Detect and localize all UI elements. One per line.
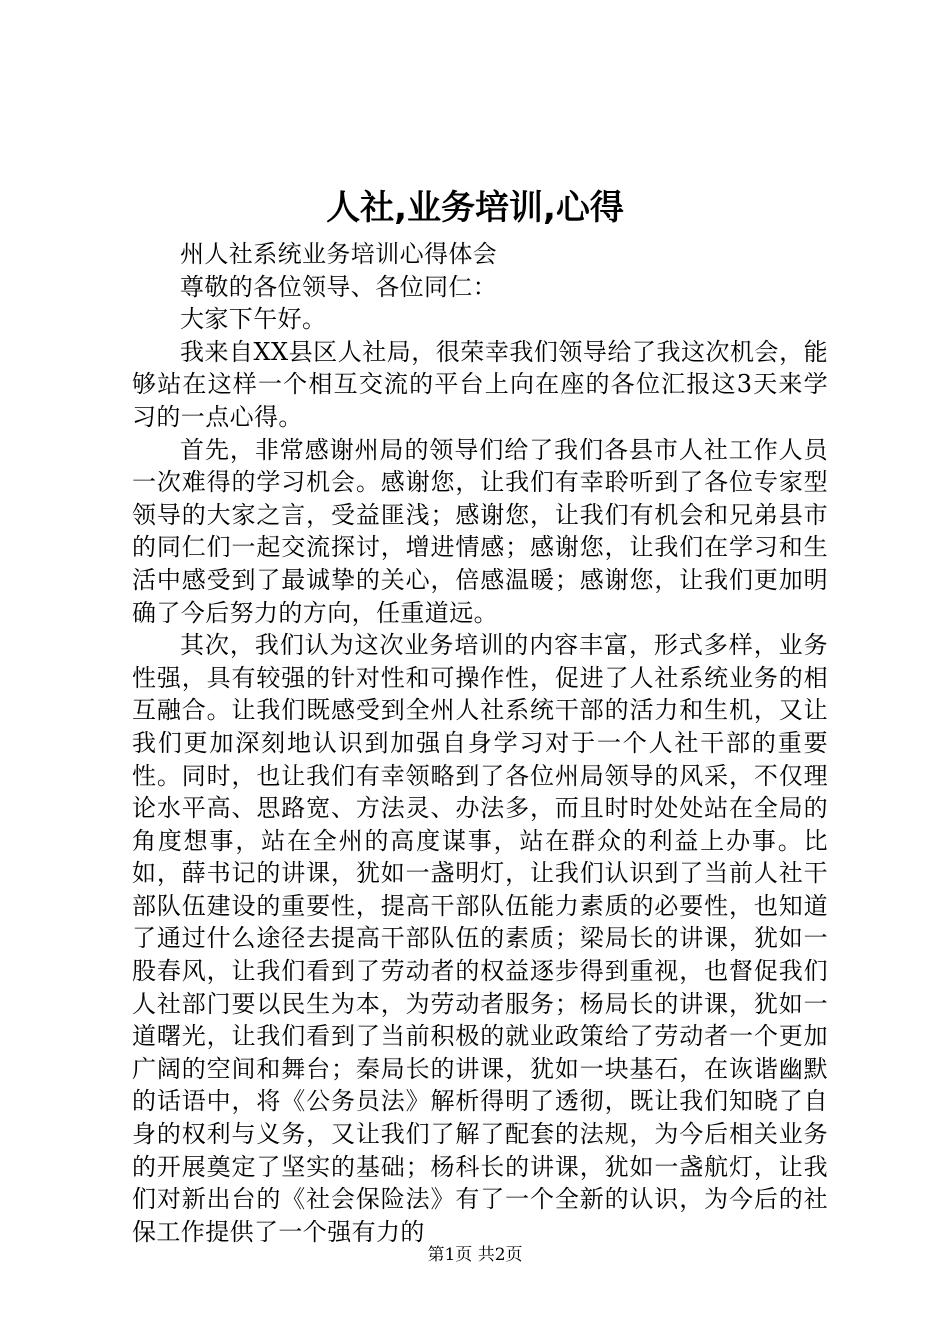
paragraph-first: 首先，非常感谢州局的领导们给了我们各县市人社工作人员一次难得的学习机会。感谢您，让我们有幸聆听到了各位专家型领导的大家之言，受益匪浅；感谢您，让我们有机会和兄弟县市的同仁们一起交流探讨，增进情感；感谢您，让我们在学习和生活中感受到了最诚挚的关心，倍感温暖；感谢您，让我们更加明确了今后努力的方向，任重道远。: [132, 435, 828, 627]
document-title: 人社,业务培训,心得: [326, 188, 624, 228]
paragraph-heading: 州人社系统业务培训心得体会: [180, 240, 498, 268]
paragraph-second: 其次，我们认为这次业务培训的内容丰富，形式多样，业务性强，具有较强的针对性和可操作性，促进了人社系统业务的相互融合。让我们既感受到全州人社系统干部的活力和生机，又让我们更加深刻地认识到加强自身学习对于一个人社干部的重要性。同时，也让我们有幸领略到了各位州局领导的风采，不仅理论水平高、思路宽、方法灵、办法多，而且时时处处站在全局的角度想事，站在全州的高度谋事，站在群众的利益上办事。比如，薛书记的讲课，犹如一盏明灯，让我们认识到了当前人社干部队伍建设的重要性，提高干部队伍能力素质的必要性，也知道了通过什么途径去提高干部队伍的素质；梁局长的讲课，犹如一股春风，让我们看到了劳动者的权益逐步得到重视，也督促我们人社部门要以民生为本，为劳动者服务；杨局长的讲课，犹如一道曙光，让我们看到了当前积极的就业政策给了劳动者一个更加广阔的空间和舞台；秦局长的讲课，犹如一块基石，在诙谐幽默的话语中，将《公务员法》解析得明了透彻，既让我们知晓了自身的权利与义务，又让我们了解了配套的法规，为今后相关业务的开展奠定了坚实的基础；杨科长的讲课，犹如一盏航灯，让我们对新出台的《社会保险法》有了一个全新的认识，为今后的社保工作提供了一个强有力的: [132, 631, 828, 1246]
page-footer: 第1页 共2页: [427, 1245, 523, 1265]
paragraph-intro: 我来自XX县区人社局，很荣幸我们领导给了我这次机会，能够站在这样一个相互交流的平台上向在座的各位汇报这3天来学习的一点心得。: [132, 337, 828, 431]
paragraph-greeting: 大家下午好。: [180, 305, 327, 334]
document-body: [132, 238, 828, 1248]
paragraph-salutation: 尊敬的各位领导、各位同仁：: [180, 272, 498, 301]
